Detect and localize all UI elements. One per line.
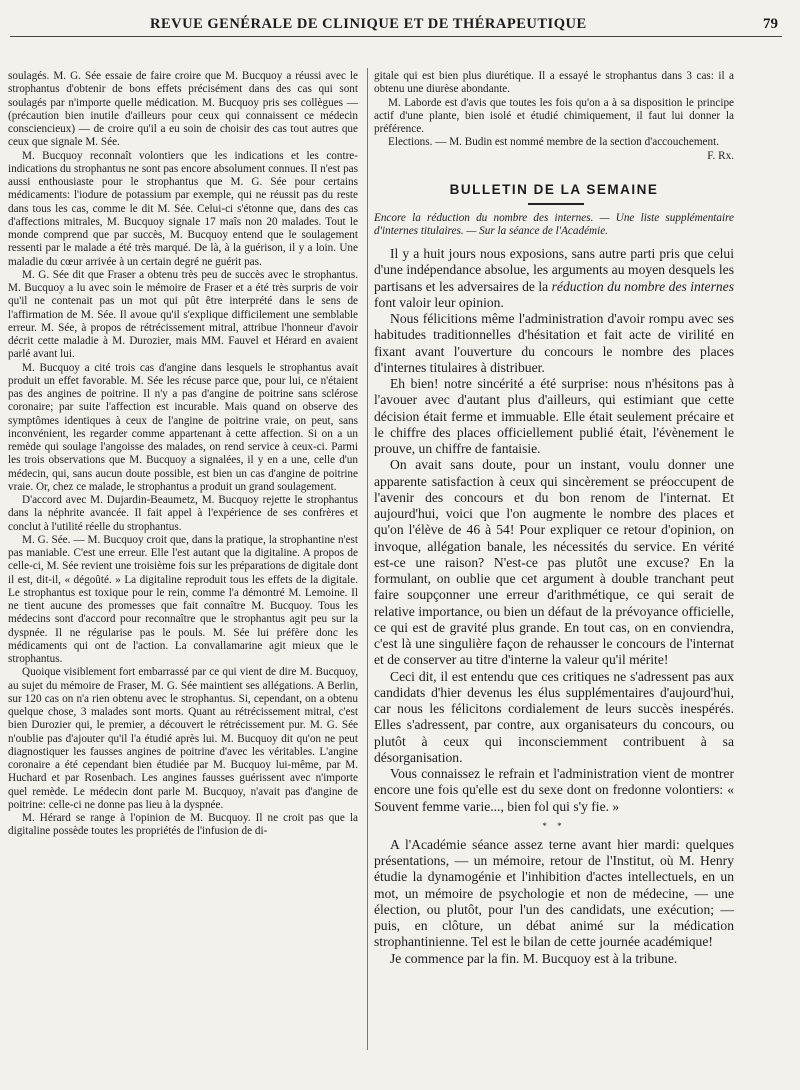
page-number: 79	[763, 16, 778, 32]
bulletin-body	[374, 246, 734, 967]
left-paragraph: M. Bucquoy reconnaît volontiers que les indications et les contre-indications du strophantus ne sont pas encore absolument connues. Il n'est pas aussi enthousiaste pour le strophantus que M. G. Sée pour certains médicaments: l'iodure de potassium par exemple, qui ne réussit pas du reste dans tous les cas, comme le dit M. Sée. Celui-ci s'étonne que, dans des cas d'affections mitrales, M. Bucquoy signale 17 maîs non 20 malades. Tout le monde comprend que par succès, M. Bucquoy entend que le soulagement ressenti par le malade a été très marqué. De là, à la guérison, il y a loin. Une maladie du cœur arrivée à un certain degré ne guérit pas.	[8, 149, 358, 268]
right-paragraph: M. Laborde est d'avis que toutes les fois qu'on a à sa disposition le principe actif d'une plante, bien isolé et étudié chimiquement, il faut lui donner la préférence.	[374, 96, 734, 135]
section-summary: Encore la réduction du nombre des internes. — Une liste supplémentaire d'internes titulaires. — Sur la séance de l'Académie.	[374, 212, 734, 238]
section-separator: * *	[542, 820, 566, 831]
body-paragraph	[374, 246, 734, 311]
left-paragraph: D'accord avec M. Dujardin-Beaumetz, M. Bucquoy rejette le strophantus dans la néphrite avancée. Il fait appel à l'expérience de ses confrères et conclut à l'utilité réelle du strophantus.	[8, 494, 358, 533]
left-paragraph: M. Hérard se range à l'opinion de M. Bucquoy. Il ne croit pas que la digitaline possède toutes les propriétés de l'infusion de di-	[8, 812, 358, 838]
heading-rule	[528, 203, 584, 205]
body-paragraph: Ceci dit, il est entendu que ces critiques ne s'adressent pas aux candidats d'hier devenus les élus supplémentaires d'aujourd'hui, car nous les félicitons cordialement de leurs succès inespérés. Elles s'adressent, par contre, aux organisateurs du concours, ou plutôt à ceux qui inconsciemment contribuent à sa désorganisation.	[374, 668, 734, 765]
body-paragraph: Eh bien! notre sincérité a été surprise: nous n'hésitons pas à l'avouer avec d'autant plus d'ailleurs, qui estimiant que cette décision était ferme et immuable. Elle était seulement précaire et le chiffre des places officiellement publié était, l'évènement le prouve, un chiffre de fantaisie.	[374, 376, 734, 456]
left-paragraph: M. Bucquoy a cité trois cas d'angine dans lesquels le strophantus avait produit un effet favorable. M. Sée les récuse parce que, pour lui, ce n'étaient pas des angines de poitrine. Il n'y a pas d'angine de poitrine sans sclérose coronaire; par suite l'affection est incurable. Mais quand on observe des symptômes identiques à ceux de l'angine de poitrine vraie, on peut, sans inconvénient, les regarder comme appartenant à cette affection. Si on a un remède qui soulage l'angoisse des malades, on rend service à ceux-ci. Parmi les trois observations que M. Bucquoy a signalées, il y en a une, celle d'un médecin, qui, sans aucun doute possible, est bien un cas d'angine de poitrine vraie. Or, chez ce malade, le strophantus a produit un grand soulagement.	[8, 361, 358, 493]
running-header	[10, 14, 782, 37]
section-heading: BULLETIN DE LA SEMAINE	[449, 182, 659, 197]
column-divider	[367, 68, 368, 1050]
body-paragraph: Je commence par la fin. M. Bucquoy est à la tribune.	[390, 950, 678, 966]
left-column	[8, 70, 358, 839]
left-paragraph: Quoique visiblement fort embarrassé par ce qui vient de dire M. Bucquoy, au sujet du mémoire de Fraser, M. G. Sée maintient ses allégations. A Berlin, sur 120 cas on n'a rien obtenu avec le strophantus. Si, cependant, on a obtenu quelque chose, 3 malades sont morts. Quant au rétrécissement mitral, c'est bien Durozier qui, le premier, a découvert le rétrécissement pur. M. G. Sée n'oublie pas d'ajouter qu'il l'a étudié après lui. M. Bucquoy dit qu'on ne peut diagnostiquer les fausses angines de poitrine d'avec les véritables. L'angine coronaire a été cependant bien étudiée par M. Bucquoy lui-même, par M. Huchard et par Rosenbach. Les angines fausses guérissent avec n'importe quel remède. Le médecin dont parle M. Bucquoy, n'avait pas d'angine de poitrine: celle-ci ne donne pas lieu à la dyspnée.	[8, 666, 358, 811]
left-paragraph: soulagés. M. G. Sée essaie de faire croire que M. Bucquoy a réussi avec le strophantus d'obtenir de bons effets précisément dans des cas qui sont soulagés par n'importe quelle médication. M. Bucquoy pris ses collègues — (précaution bien inutile d'ailleurs pour ceux qui connaissent ce médecin consciencieux) — de croire qu'il a eu soin de choisir des cas tout autres que ceux que signale M. Sée.	[8, 70, 358, 149]
right-column-continuation	[374, 70, 734, 163]
right-paragraph: gitale qui est bien plus diurétique. Il a essayé le strophantus dans 3 cas: il a obtenu une diurèse abondante.	[374, 70, 734, 96]
body-paragraph: On avait sans doute, pour un instant, voulu donner une apparente satisfaction à ceux qui sincèrement se préoccupent de l'avenir des concours et du bon renom de l'internat. Et aujourd'hui, voici que l'on augmente le nombre des places et qu'on l'élève de 46 à 54! Pour expliquer ce retour d'opinion, on invoque, allégation banale, les nécessités du service. En vérité est-ce une raison? N'est-ce pas plutôt une excuse? En la formulant, on oublie que cet argument à double tranchant peut faire soupçonner une erreur d'arithmétique, ce qui serait de relative importance, ou bien un défaut de la prévoyance officielle, ce qui est de gravité plus grande. En tout cas, on en conviendra, c'est là une singulière façon de rehausser le concours de l'internat et de conserver au titre d'interne la valeur qu'il mérite!	[374, 457, 734, 668]
author-signature: F. Rx.	[707, 149, 734, 162]
right-paragraph: Elections. — M. Budin est nommé membre de la section d'accouchement.	[388, 136, 720, 149]
journal-title: REVUE GENÉRALE DE CLINIQUE ET DE THÉRAPEUTIQUE	[150, 16, 587, 32]
body-text: font valoir leur opinion.	[374, 294, 504, 310]
body-text: Il y a huit jours nous exposions, sans autre parti pris que celui d'une indépendance absolue, les arguments au moyen desquels les partisans et les adversaires de la	[374, 246, 734, 294]
left-paragraph: M. G. Sée. — M. Bucquoy croit que, dans la pratique, la strophantine n'est pas maniable. C'est une erreur. Elle l'est autant que la digitaline. A propos de celle-ci, M. Sée revient une troisième fois sur les préparations de digitale dont il est, dit-il, « dégoûté. » La digitaline reproduit tous les effets de la digitale. Le strophantus est toxique pour le rein, comme l'a démontré M. Lemoine. Il ne tient aucune des promesses que fait connaître M. Bucquoy. Tous les médecins sont d'accord pour reconnaître que le strophantus agit peu sur la dyspnée. Il ne régularise pas le pouls. M. Sée lui préfère donc les médicaments qui ont de l'action. La convallamarine agit mieux que le strophantus.	[8, 533, 358, 665]
body-paragraph: A l'Académie séance assez terne avant hier mardi: quelques présentations, — un mémoire, retour de l'Institut, où M. Henry étudie la dynamogénie et l'inhibition d'actes intellectuels, en un mot, un mémoire de psychologie et non de médecine, — une élection, ou plutôt, pour l'un des candidats, une exécution; — puis, en clôture, un débat animé sur la médication strophantinienne. Tel est le bilan de cette journée académique!	[374, 836, 734, 950]
body-paragraph: Nous félicitions même l'administration d'avoir rompu avec ses habitudes traditionnelles d'hésitation et fait acte de virilité en fixant avant l'ouverture du concours le nombre des places d'internes titulaires à distribuer.	[374, 311, 734, 375]
body-paragraph: Vous connaissez le refrain et l'administration vient de montrer encore une fois qu'elle est du sexe dont on fredonne volontiers: « Souvent femme varie..., bien fol qui s'y fie. »	[374, 766, 734, 814]
left-paragraph: M. G. Sée dit que Fraser a obtenu très peu de succès avec le strophantus. M. Bucquoy a lu avec soin le mémoire de Fraser et a été très surpris de voir qu'il ne contenait pas un mot qui pût être interprété dans le sens de l'affirmation de M. Sée. Il avoue qu'il s'explique difficilement une semblable erreur. M. Sée, à propos de rétrécissement mitral, attribue l'honneur d'avoir décrit cette maladie à M. Durozier, mais MM. Fauvel et Hérard en avaient parlé avant lui.	[8, 268, 358, 361]
emphasis-text: réduction du nombre des internes	[551, 278, 734, 294]
